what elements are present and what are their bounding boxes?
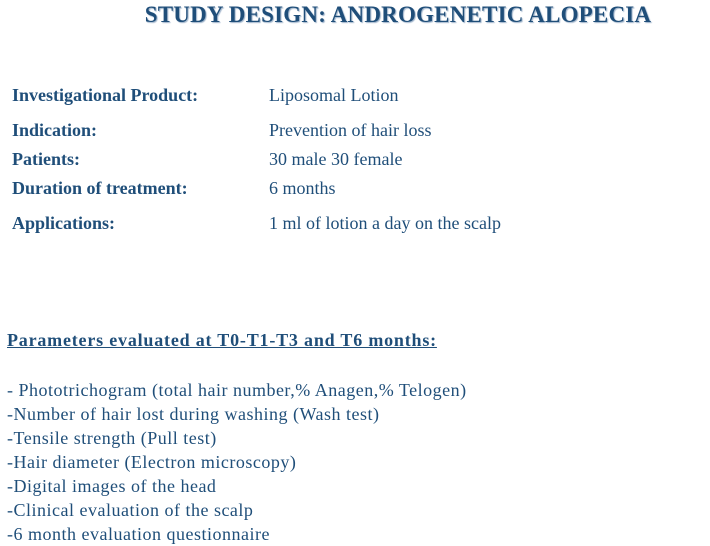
info-label: Duration of treatment:: [12, 178, 188, 198]
info-label: Indication:: [12, 120, 98, 140]
info-value: 1 ml of lotion a day on the scalp: [269, 213, 501, 233]
info-value: 30 male 30 female: [269, 149, 403, 169]
info-row-patients: [12, 149, 692, 173]
parameter-item: -Digital images of the head: [7, 476, 217, 496]
info-label: Investigational Product:: [12, 85, 199, 105]
parameter-item: -6 month evaluation questionnaire: [7, 524, 270, 544]
parameter-item: - Phototrichogram (total hair number,% Anagen,% Telogen): [7, 380, 467, 400]
slide-title: STUDY DESIGN: ANDROGENETIC ALOPECIA: [144, 2, 652, 27]
info-label: Patients:: [12, 149, 80, 169]
info-row-product: [12, 85, 692, 109]
info-row-indication: [12, 120, 692, 144]
info-value: Liposomal Lotion: [269, 85, 399, 105]
info-value: 6 months: [269, 178, 336, 198]
info-value: Prevention of hair loss: [269, 120, 432, 140]
parameter-item: -Tensile strength (Pull test): [7, 428, 217, 448]
info-label: Applications:: [12, 213, 116, 233]
parameters-heading: Parameters evaluated at T0-T1-T3 and T6 months:: [7, 330, 437, 350]
parameter-item: -Hair diameter (Electron microscopy): [7, 452, 297, 472]
parameters-list: [7, 378, 467, 546]
info-row-duration: [12, 178, 692, 202]
parameter-item: -Number of hair lost during washing (Wash test): [7, 404, 380, 424]
parameter-item: -Clinical evaluation of the scalp: [7, 500, 254, 520]
info-row-applications: [12, 213, 692, 237]
